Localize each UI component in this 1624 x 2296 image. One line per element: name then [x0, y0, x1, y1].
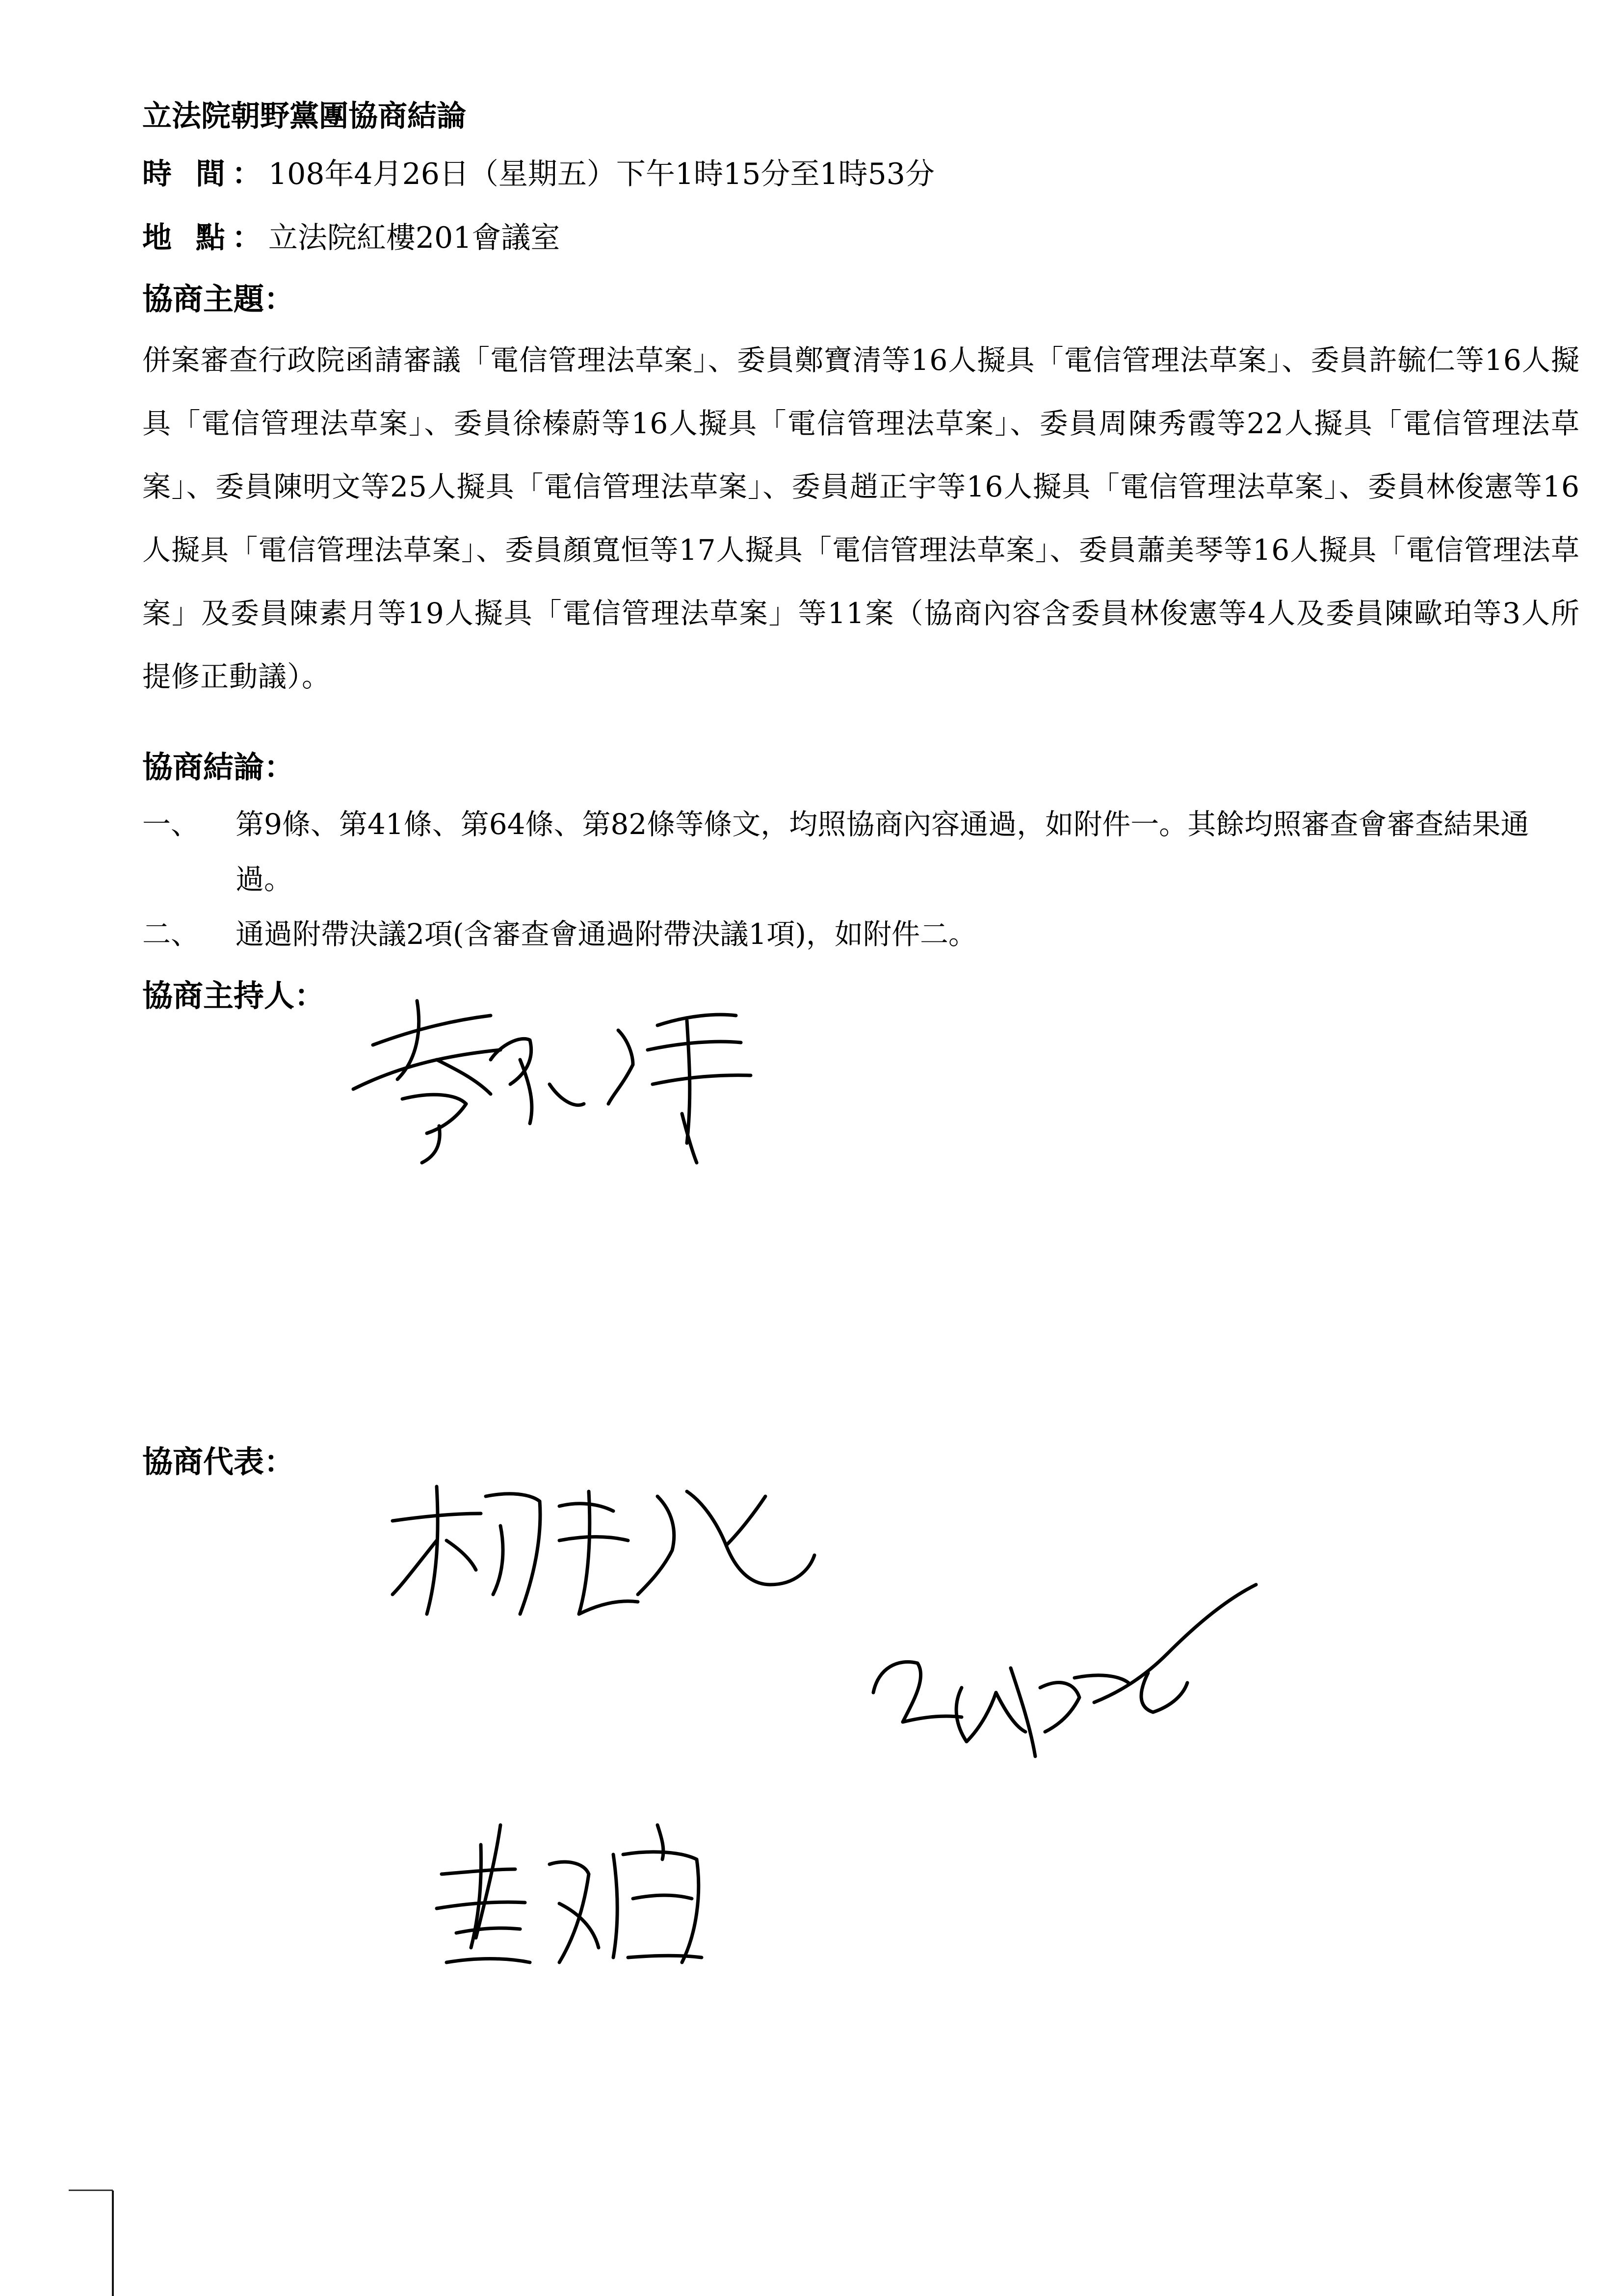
conclusion-number: 一、 [142, 808, 200, 841]
conclusions-heading: 協商結論： [142, 749, 295, 785]
meeting-time [142, 142, 1580, 206]
representative-signature [427, 1815, 780, 1992]
conclusion-number: 二、 [142, 917, 200, 951]
scan-mark [112, 2191, 114, 2296]
conclusion-text: 通過附帶決議2項(含審查會通過附帶決議1項)，如附件二。 [236, 917, 977, 951]
time-label: 時 間： [142, 157, 268, 191]
conclusion-item [142, 797, 1580, 907]
document-title: 立法院朝野黨團協商結論 [142, 99, 466, 133]
meeting-place [142, 206, 1580, 270]
representatives-heading: 協商代表： [142, 1444, 295, 1480]
place-label: 地 點： [142, 221, 268, 255]
place-value: 立法院紅樓201會議室 [268, 221, 560, 255]
topic-heading: 協商主題： [142, 281, 295, 317]
chair-heading: 協商主持人： [142, 978, 325, 1014]
scan-mark [69, 2190, 113, 2191]
topic-body: 併案審查行政院函請審議「電信管理法草案」、委員鄭寶清等16人擬具「電信管理法草案」、委員許毓仁等16人擬具「電信管理法草案」、委員徐榛蔚等16人擬具「電信管理法草案」、委員周陳秀霞等22人擬具「電信管理法草案」、委員陳明文等25人擬具「電信管理法草案」、委員趙正宇等16人擬具「電信管理法草案」、委員林俊憲等16人擬具「電信管理法草案」、委員顏寬恒等17人擬具「電信管理法草案」、委員蕭美琴等16人擬具「電信管理法草案」及委員陳素月等19人擬具「電信管理法草案」等11案（協商內容含委員林俊憲等4人及委員陳歐珀等3人所提修正動議）。 [142, 343, 1580, 693]
representative-signature [864, 1580, 1305, 1791]
conclusion-item [142, 907, 1580, 962]
conclusion-text: 第9條、第41條、第64條、第82條等條文，均照協商內容通過，如附件一。其餘均照審查會審查結果通過。 [236, 808, 1529, 896]
time-value: 108年4月26日（星期五）下午1時15分至1時53分 [268, 157, 935, 191]
representative-signature [383, 1467, 873, 1634]
document [142, 91, 1580, 1025]
chair-signature [343, 986, 810, 1192]
